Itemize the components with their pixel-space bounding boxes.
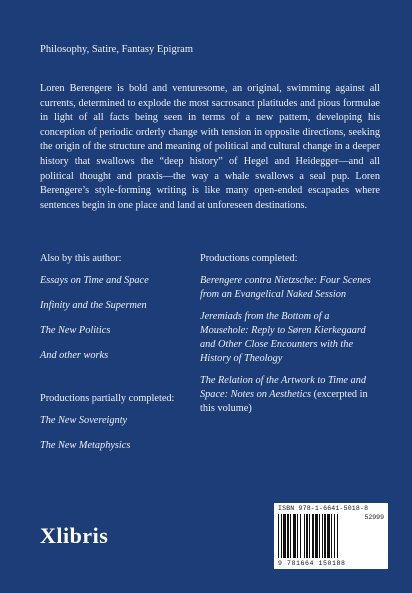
partial-section (40, 393, 200, 464)
barcode-bar (327, 514, 330, 558)
completed-work (200, 274, 380, 302)
barcode-bar (300, 514, 301, 558)
barcode-bar (304, 514, 305, 558)
barcode-number: 9 781664 150188 (278, 560, 346, 567)
barcode-bar (319, 514, 320, 558)
also-by-heading: Also by this author: (40, 253, 122, 264)
partial-work: The New Metaphysics (40, 440, 131, 451)
also-by-work: The New Politics (40, 325, 111, 336)
completed-heading: Productions completed: (200, 253, 298, 264)
isbn-text: ISBN 978-1-6641-5018-8 (278, 505, 369, 512)
isbn-barcode (274, 503, 388, 569)
also-by-section (40, 253, 200, 374)
barcode-bar (306, 514, 308, 558)
barcode-bars (278, 514, 360, 558)
barcode-bar (290, 514, 291, 558)
barcode-bar (331, 514, 332, 558)
also-by-work: And other works (40, 350, 109, 361)
barcode-bar (297, 514, 298, 558)
also-by-work: Essays on Time and Space (40, 275, 149, 286)
barcode-bar (324, 514, 326, 558)
barcode-bar (312, 514, 314, 558)
also-by-work: Infinity and the Supermen (40, 300, 147, 311)
price-code: 52999 (364, 514, 384, 521)
completed-section (200, 253, 380, 424)
completed-work-title: Berengere contra Nietzsche: Four Scenes from an Evangelical Naked Session (200, 275, 371, 300)
barcode-bar (293, 514, 296, 558)
completed-work (200, 374, 380, 416)
author-blurb: Loren Berengere is bold and venturesome, an original, swimming against all currents, determined to explode the most sacrosanct platitudes and pious formulae in light of all facts being seen in terms of a new pattern, developing his conception of periodic orderly change with tension in opposite directions, seeking the origin of the structure and meaning of political and cultural change in a deeper history that swallows the “deep history” of Hegel and Heidegger—and all political thought and praxis—the way a whale swallows a seal pup. Loren Berengere’s style-forming writing is like many open-ended escapades where sentences begin in one place and land at unforeseen destinations. (40, 83, 380, 211)
barcode-bar (322, 514, 323, 558)
completed-work-note: (excerpted in this volume) (200, 389, 368, 414)
partial-heading: Productions partially completed: (40, 393, 175, 404)
barcode-bar (315, 514, 318, 558)
barcode-bar (287, 514, 289, 558)
genre-line: Philosophy, Satire, Fantasy Epigram (40, 44, 194, 55)
barcode-bar (281, 514, 282, 558)
barcode-bar (283, 514, 286, 558)
barcode-bar (337, 514, 338, 558)
barcode-bar (278, 514, 279, 558)
completed-work-title: Jeremiads from the Bottom of a Mousehole: Reply to Søren Kierkegaard and Other Close Encounters with the History of Theology (200, 311, 366, 364)
completed-work (200, 310, 380, 366)
barcode-bar (309, 514, 310, 558)
publisher-logo: Xlibris (40, 523, 109, 548)
barcode-bar (334, 514, 335, 558)
partial-work: The New Sovereignty (40, 415, 128, 426)
completed-work-title: The Relation of the Artwork to Time and Space: Notes on Aesthetics (200, 375, 366, 400)
